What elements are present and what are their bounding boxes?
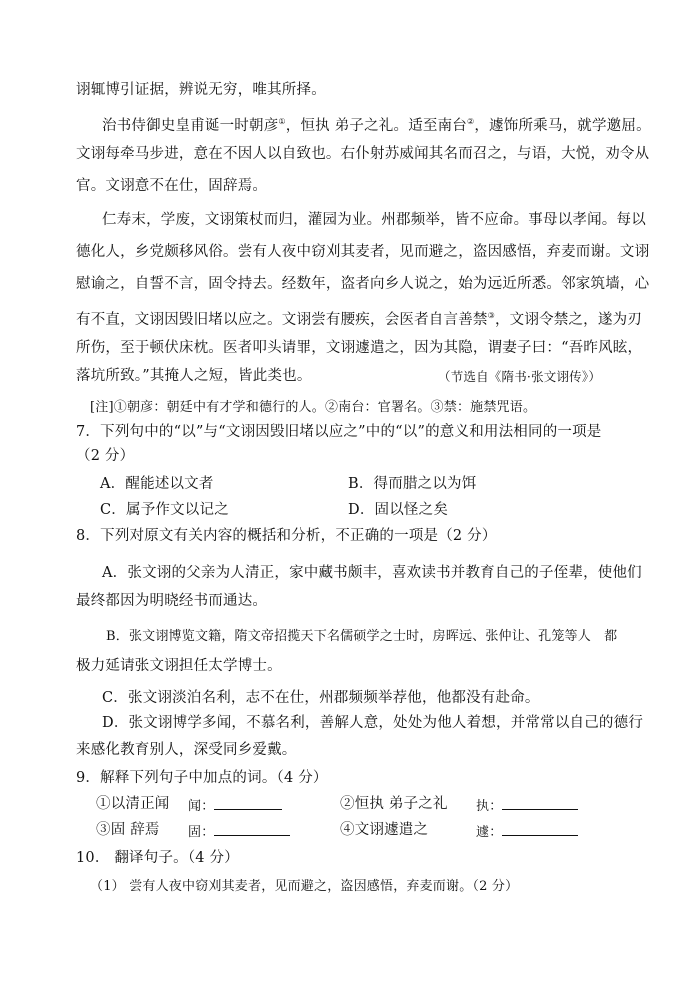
answer-blank[interactable] <box>214 795 282 810</box>
answer-blank[interactable] <box>502 795 578 810</box>
option-c-line: C．张文诩淡泊名利，志不在仕，州郡频频举荐他，他都没有赴命。 <box>102 690 540 706</box>
item-4: ④文诩遽遣之 <box>340 822 429 838</box>
answer-1 <box>188 795 282 817</box>
passage-line: 仁寿末，学废，文诩策杖而归，灌园为业。州郡频举，皆不应命。事母以孝闻。每以 <box>102 212 646 228</box>
passage-line: 德化人，乡党颇移风俗。尝有人夜中窃刈其麦者，见而避之，盗因感悟，弃麦而谢。文诩 <box>76 244 650 260</box>
answer-2 <box>476 795 578 817</box>
answer-4 <box>476 821 578 843</box>
answer-label: 遽： <box>476 825 503 840</box>
option-d-line: D．张文诩博学多闻，不慕名利，善解人意，处处为他人着想，并常常以自己的德行 <box>102 715 644 731</box>
option-a-line: 最终都因为明晓经书而通达。 <box>76 593 268 609</box>
source-citation: （节选自《隋书·张文诩传》） <box>438 369 602 384</box>
text-run: 治书侍御史皇甫诞一时朝彦 <box>102 118 279 134</box>
text-run: ，恒执 弟子之礼。适至南台 <box>285 118 467 134</box>
question-10-stem: 10． 翻译句子。（4 分） <box>76 850 239 866</box>
answer-blank[interactable] <box>214 821 290 836</box>
option-b: B．得而腊之以为饵 <box>348 476 477 492</box>
footnote-marker: ③ <box>487 311 495 320</box>
sentence-1: （1） 尝有人夜中窃刈其麦者，见而避之，盗因感悟，弃麦而谢。（2 分） <box>90 879 519 894</box>
footnote-marker: ① <box>278 117 286 126</box>
passage-line <box>76 306 642 330</box>
footnote-marker: ② <box>467 117 475 126</box>
option-d-line: 来感化教育别人，深受同乡爱戴。 <box>76 742 297 758</box>
question-8-stem: 8．下列对原文有关内容的概括和分析，不正确的一项是（2 分） <box>76 528 497 544</box>
item-1: ①以清正闻 <box>96 796 170 812</box>
answer-label: 固： <box>188 825 215 840</box>
passage-line: 所伤，至于顿伏床枕。医者叩头请罪，文诩遽遣之，因为其隐，谓妻子曰：“吾昨风眩， <box>76 340 643 356</box>
passage-line <box>102 112 651 136</box>
item-2: ②恒执 弟子之礼 <box>340 796 448 812</box>
option-d: D．固以怪之矣 <box>348 502 449 518</box>
footnote-text: [注]①朝彦：朝廷中有才学和德行的人。②南台：官署名。③禁：施禁咒语。 <box>90 400 537 415</box>
answer-label: 闻： <box>188 799 215 814</box>
option-b-line: B．张文诩博览文籍，隋文帝招揽天下名儒硕学之士时，房晖远、张仲让、孔笼等人 都 <box>106 629 618 644</box>
question-7-score: （2 分） <box>76 448 135 464</box>
passage-line: 文诩每牵马步进，意在不因人以自致也。右仆射苏威闻其名而召之，与语，大悦，劝令从 <box>76 146 650 162</box>
text-run: ，文诩令禁之，遂为刃 <box>494 312 642 328</box>
answer-label: 执： <box>476 799 503 814</box>
text-run: 有不直，文诩因毁旧堵以应之。文诩尝有腰疾，会医者自言善禁 <box>76 312 488 328</box>
option-c: C．属予作文以记之 <box>100 502 229 518</box>
option-b-line: 极力延请张文诩担任太学博士。 <box>76 658 282 674</box>
question-9-stem: 9．解释下列句子中加点的词。（4 分） <box>76 770 328 786</box>
item-3: ③固 辞焉 <box>96 822 160 838</box>
passage-line: 官。文诩意不在仕，固辞焉。 <box>76 178 268 194</box>
answer-blank[interactable] <box>502 821 578 836</box>
passage-line: 慰谕之，自誓不言，固令持去。经数年，盗者向乡人说之，始为远近所悉。邻家筑墙，心 <box>76 276 650 292</box>
option-a-line: A．张文诩的父亲为人清正，家中藏书颇丰，喜欢读书并教育自己的子侄辈，使他们 <box>102 565 642 581</box>
text-run: ，遽饰所乘马，就学邀屈。 <box>474 118 651 134</box>
answer-3 <box>188 821 290 843</box>
passage-line: 落坑所致。”其掩人之短，皆此类也。 <box>76 368 312 384</box>
passage-line: 诩辄博引证据，辨说无穷，唯其所择。 <box>76 82 326 98</box>
option-a: A．醒能述以文者 <box>100 476 214 492</box>
question-7-stem: 7．下列句中的“以”与“文诩因毁旧堵以应之”中的“以”的意义和用法相同的一项是 <box>76 424 602 440</box>
